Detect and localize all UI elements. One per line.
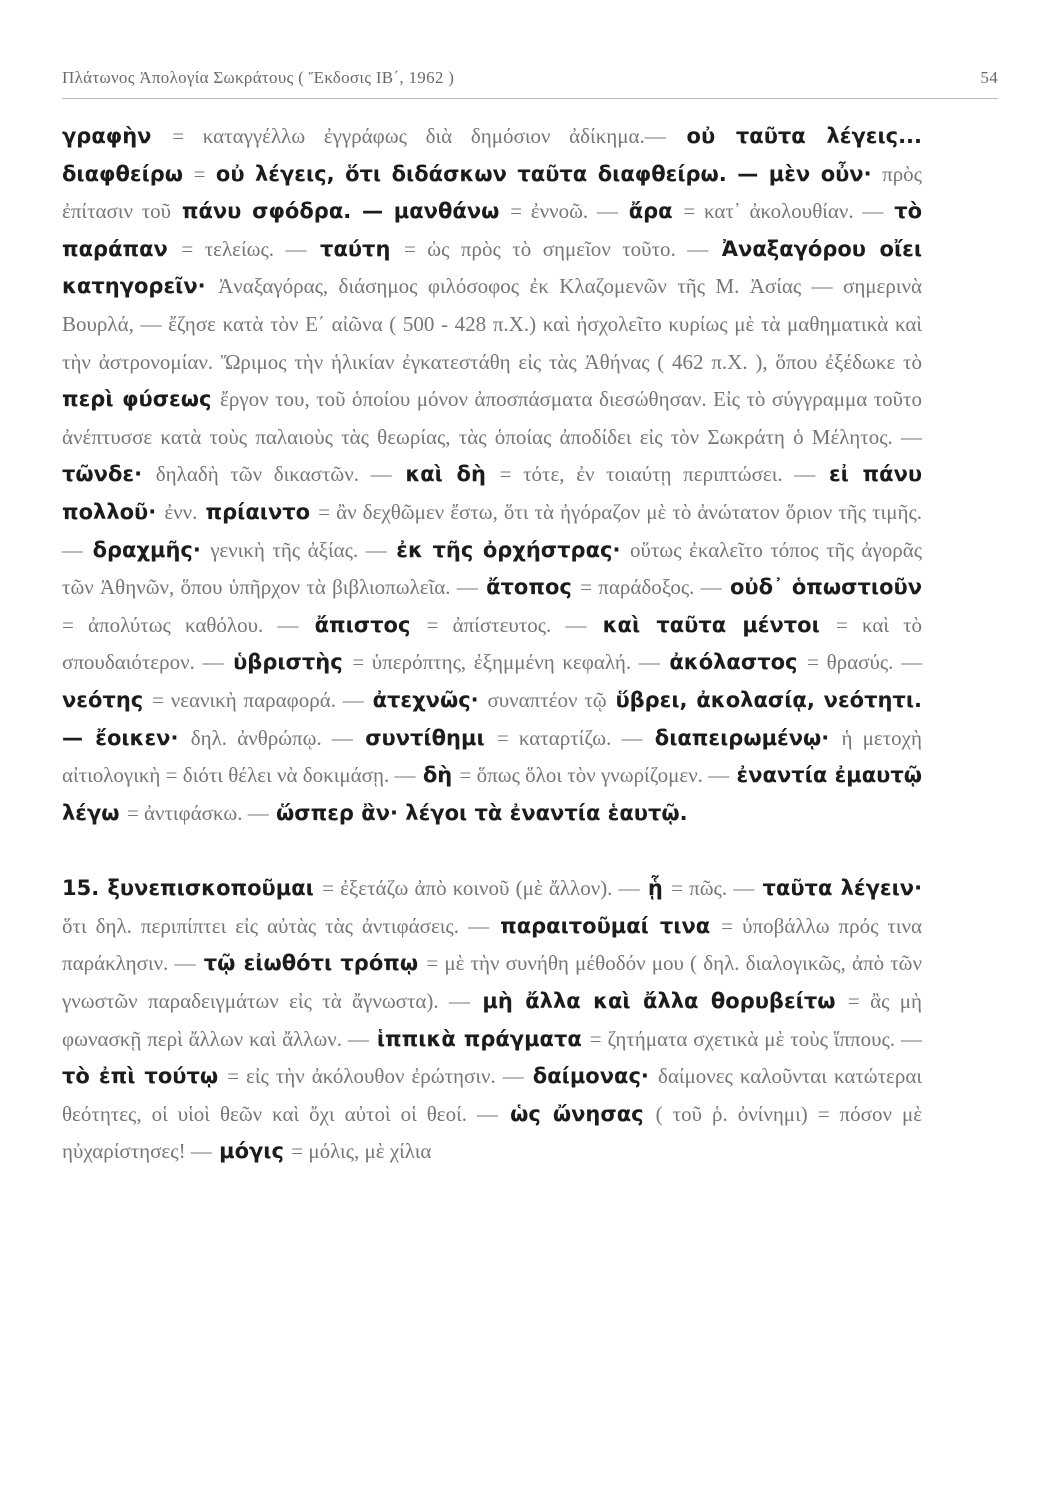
gloss: = ὅπως ὅλοι τὸν γνωρίζομεν. —	[459, 763, 730, 788]
lemma: καὶ δὴ	[405, 462, 486, 487]
lemma: ᾗ	[647, 876, 663, 901]
lemma: περὶ φύσεως	[62, 387, 212, 412]
lemma: ἄπιστος	[314, 612, 411, 637]
lemma: γραφὴν	[62, 124, 152, 148]
lemma: οὐ ταῦτα λέγεις... διαφθείρω	[62, 124, 923, 186]
lemma: οὐ λέγεις, ὅτι διδάσκων ταῦτα διαφθείρω. — μὲν οὖν·	[215, 161, 872, 186]
lemma: Ἀναξαγόρου οἴει κατηγορεῖν·	[62, 236, 923, 299]
lemma: ὡς ὤνησας	[510, 1101, 644, 1126]
page-header	[62, 68, 998, 88]
gloss: = μόλις, μὲ χίλια	[291, 1139, 432, 1164]
gloss: δαίμονες καλοῦνται κατώτεραι θεότητες, οἱ υἱοὶ θεῶν καὶ ὄχι αὐτοὶ οἱ θεοί. —	[62, 1064, 922, 1126]
lemma: νεότης	[62, 687, 144, 712]
lemma: μὴ ἄλλα καὶ ἄλλα θορυβείτω	[482, 989, 836, 1014]
gloss: γενικὴ τῆς ἀξίας. —	[210, 537, 387, 562]
gloss: = ἂν δεχθῶμεν ἔστω, ὅτι τὰ ἠγόραζον μὲ τὸ ἀνώτατον ὅριον τῆς τιμῆς. —	[62, 499, 923, 562]
commentary-body	[62, 118, 922, 1171]
gloss: = ἀπίστευτος. —	[426, 612, 587, 637]
gloss: πρὸς ἐπίτασιν τοῦ	[62, 161, 922, 224]
gloss: = μὲ τὴν συνήθη μέθοδόν μου ( δηλ. διαλογικῶς, ἀπὸ τῶν γνωστῶν παραδειγμάτων εἰς τὰ ἄγνωστα). —	[62, 951, 922, 1014]
gloss: = εἰς τὴν ἀκόλουθον ἐρώτησιν. —	[227, 1064, 524, 1089]
lemma: συντίθημι	[365, 725, 485, 750]
lemma: διαπειρωμένῳ·	[654, 725, 830, 750]
gloss: = καταγγέλλω ἐγγράφως διὰ δημόσιον ἀδίκημα.—	[172, 124, 666, 148]
lemma: ἐκ τῆς ὀρχήστρας·	[396, 537, 621, 562]
gloss: = ἀπολύτως καθόλου. —	[62, 612, 299, 637]
lemma: εἰ πάνυ πολλοῦ·	[62, 462, 923, 524]
gloss: οὕτως ἐκαλεῖτο τόπος τῆς ἀγορᾶς τῶν Ἀθηνῶν, ὅπου ὑπῆρχον τὰ βιβλιοπωλεῖα. —	[62, 537, 923, 600]
gloss: = καὶ τὸ σπουδαιότερον. —	[62, 612, 923, 675]
gloss: = τελείως. —	[181, 236, 307, 261]
gloss: = πῶς. —	[671, 876, 755, 901]
gloss: = θρασύς. —	[807, 650, 922, 675]
gloss: = καταρτίζω. —	[496, 725, 643, 750]
gloss: = ἐννοῶ. —	[510, 199, 618, 224]
gloss: = ὑποβάλλω πρός τινα παράκλησιν. —	[62, 913, 923, 976]
gloss: ἡ μετοχὴ αἰτιολογικὴ = διότι θέλει νὰ δοκιμάσῃ. —	[62, 725, 922, 788]
lemma: ἄρα	[628, 199, 673, 224]
lemma: τῶνδε·	[62, 462, 143, 487]
gloss: συναπτέον τῷ	[487, 687, 607, 712]
lemma: ταύτη	[320, 236, 391, 261]
gloss: ἔργον του, τοῦ ὁποίου μόνον ἀποσπάσματα διεσώθησαν. Εἰς τὸ σύγγραμμα τοῦτο ἀνέπτυσσε κατὰ τοὺς παλαιοὺς τὰς θεωρίας, τὰς ὁποίας ἀποδίδει εἰς τὸν Σωκράτη ὁ Μέλητος. —	[62, 387, 922, 449]
gloss: = ἂς μὴ φωνασκῇ περὶ ἄλλων καὶ ἄλλων. —	[62, 989, 923, 1051]
gloss: δηλ. ἀνθρώπῳ. —	[190, 725, 353, 750]
lemma: ὑβριστὴς	[233, 650, 343, 675]
gloss: = ἀντιφάσκω. —	[126, 800, 269, 825]
gloss: = ὡς πρὸς τὸ σημεῖον τοῦτο. —	[403, 236, 709, 261]
lemma: παραιτοῦμαί τινα	[500, 913, 711, 938]
lemma: τῷ εἰωθότι τρόπῳ	[203, 951, 419, 976]
gloss: = ὑπερόπτης, ἐξημμένη κεφαλή. —	[352, 650, 660, 675]
lemma: τὸ ἐπὶ τούτῳ	[62, 1064, 219, 1089]
lemma: 15. ξυνεπισκοποῦμαι	[62, 876, 314, 901]
gloss: =	[193, 161, 206, 186]
lemma: οὐδ᾽ ὁπωστιοῦν	[730, 575, 922, 600]
page-number: 54	[980, 68, 998, 87]
lemma: μόγις	[219, 1139, 284, 1164]
lemma: ἀκόλαστος	[669, 650, 798, 675]
gloss: = τότε, ἐν τοιαύτῃ περιπτώσει. —	[499, 462, 816, 487]
commentary-paragraph	[62, 118, 922, 832]
lemma: δαίμονας·	[532, 1064, 649, 1089]
gloss: = παράδοξος. —	[580, 575, 722, 600]
lemma: καὶ ταῦτα μέντοι	[602, 612, 820, 637]
lemma: ἐναντία ἐμαυτῷ λέγω	[62, 763, 923, 825]
lemma: ταῦτα λέγειν·	[762, 876, 923, 901]
gloss: = νεανικὴ παραφορά. —	[152, 687, 364, 712]
running-title: Πλάτωνος Ἀπολογία Σωκράτους ( Ἔκδοσις ΙΒ΄, 1962 )	[62, 68, 455, 87]
lemma: δὴ	[422, 763, 453, 788]
lemma: ἀτεχνῶς·	[372, 687, 479, 712]
lemma: πρίαιντο	[205, 499, 311, 524]
lemma: δραχμῆς·	[92, 537, 201, 562]
lemma: ὥσπερ ἂν· λέγοι τὰ ἐναντία ἑαυτῷ.	[276, 800, 688, 825]
gloss: ἐνν.	[164, 499, 198, 524]
lemma: ἄτοπος	[486, 575, 572, 600]
gloss: δηλαδὴ τῶν δικαστῶν. —	[155, 462, 392, 487]
gloss: = κατ᾽ ἀκολουθίαν. —	[683, 199, 884, 224]
header-rule	[62, 98, 998, 99]
lemma: ἱππικὰ πράγματα	[376, 1026, 582, 1051]
gloss: ( τοῦ ῥ. ὀνίνημι) = πόσον μὲ ηὐχαρίστησες! —	[62, 1101, 923, 1164]
lemma: ὕβρει, ἀκολασίᾳ, νεότητι. — ἔοικεν·	[62, 687, 922, 750]
lemma: τὸ παράπαν	[62, 199, 923, 261]
section-15-paragraph	[62, 870, 922, 1171]
gloss: = ἐξετάζω ἀπὸ κοινοῦ (μὲ ἄλλον). —	[322, 876, 640, 901]
gloss: ὅτι δηλ. περιπίπτει εἰς αὐτὰς τὰς ἀντιφάσεις. —	[62, 913, 489, 938]
gloss: = ζητήματα σχετικὰ μὲ τοὺς ἵππους. —	[589, 1026, 922, 1051]
lemma: πάνυ σφόδρα. — μανθάνω	[181, 199, 500, 224]
gloss: Ἀναξαγόρας, διάσημος φιλόσοφος ἐκ Κλαζομενῶν τῆς Μ. Ἀσίας — σημερινὰ Βουρλά, — ἔζησε κατὰ τὸν Ε΄ αἰῶνα ( 500 - 428 π.Χ.) καὶ ἠσχολεῖτο κυρίως μὲ τὰ μαθηματικὰ καὶ τὴν ἀστρονομίαν. Ὥριμος τὴν ἡλικίαν ἐγκατεστάθη εἰς τὰς Ἀθήνας ( 462 π.Χ. ), ὅπου ἐξέδωκε τὸ	[62, 274, 923, 374]
